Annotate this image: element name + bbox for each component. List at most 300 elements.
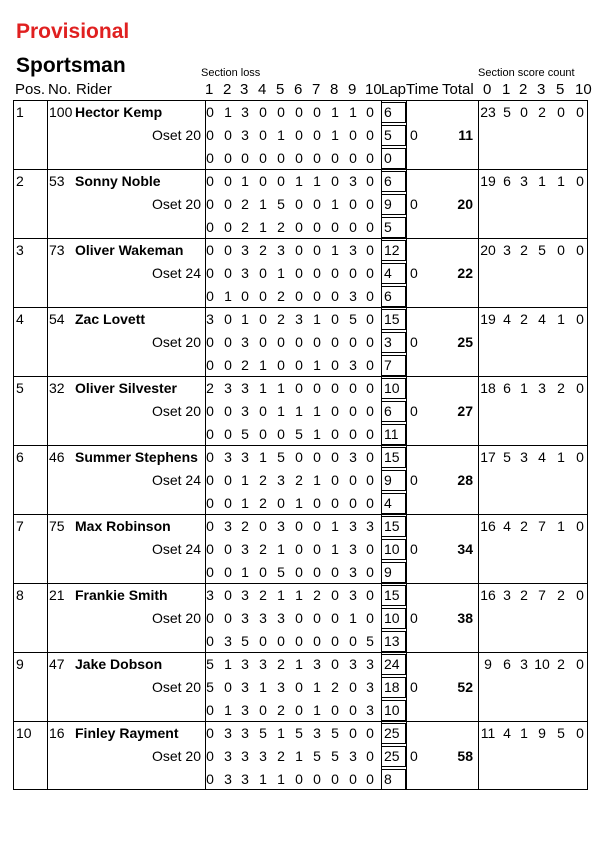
section-score: 0 bbox=[277, 633, 285, 649]
section-score: 1 bbox=[277, 380, 285, 396]
column-divider bbox=[478, 239, 479, 307]
section-score: 0 bbox=[366, 288, 374, 304]
section-score: 0 bbox=[349, 127, 357, 143]
section-score: 0 bbox=[259, 311, 267, 327]
section-score: 5 bbox=[313, 748, 321, 764]
column-divider bbox=[47, 446, 48, 514]
section-score: 0 bbox=[224, 541, 232, 557]
lap-total: 25 bbox=[384, 725, 400, 741]
section-score: 0 bbox=[366, 242, 374, 258]
section-score: 3 bbox=[349, 518, 357, 534]
oset-label: Oset 20 bbox=[151, 679, 201, 695]
section-score: 0 bbox=[277, 495, 285, 511]
section-score: 0 bbox=[349, 426, 357, 442]
section-score: 0 bbox=[313, 633, 321, 649]
section-score: 0 bbox=[313, 334, 321, 350]
header-section-2: 2 bbox=[223, 81, 232, 98]
score-count: 0 bbox=[557, 242, 565, 258]
rider-number: 32 bbox=[49, 380, 65, 396]
section-score: 3 bbox=[259, 748, 267, 764]
section-score: 0 bbox=[295, 679, 303, 695]
section-score: 1 bbox=[313, 311, 321, 327]
score-count: 0 bbox=[576, 587, 584, 603]
section-score: 0 bbox=[366, 564, 374, 580]
section-score: 0 bbox=[349, 679, 357, 695]
column-divider bbox=[406, 101, 407, 169]
section-score: 0 bbox=[259, 633, 267, 649]
section-score: 3 bbox=[349, 748, 357, 764]
section-score: 0 bbox=[241, 150, 249, 166]
section-score: 0 bbox=[206, 426, 214, 442]
section-score: 1 bbox=[259, 196, 267, 212]
section-score: 3 bbox=[241, 541, 249, 557]
score-count: 9 bbox=[538, 725, 546, 741]
column-divider bbox=[406, 584, 407, 652]
section-score: 1 bbox=[241, 311, 249, 327]
section-score: 0 bbox=[259, 403, 267, 419]
section-score: 0 bbox=[366, 610, 374, 626]
lap-total: 5 bbox=[384, 127, 392, 143]
score-count: 1 bbox=[557, 311, 565, 327]
score-count: 0 bbox=[576, 242, 584, 258]
section-score: 1 bbox=[313, 679, 321, 695]
section-score: 3 bbox=[277, 242, 285, 258]
header-no: No. bbox=[48, 81, 72, 98]
section-score: 0 bbox=[313, 242, 321, 258]
lap-total: 0 bbox=[384, 150, 392, 166]
section-score: 1 bbox=[295, 495, 303, 511]
oset-label: Oset 20 bbox=[151, 403, 201, 419]
section-score: 0 bbox=[295, 541, 303, 557]
section-score: 0 bbox=[277, 173, 285, 189]
section-score: 5 bbox=[295, 725, 303, 741]
section-score: 0 bbox=[206, 242, 214, 258]
section-score: 3 bbox=[241, 104, 249, 120]
section-score: 0 bbox=[295, 127, 303, 143]
score-count: 0 bbox=[520, 104, 528, 120]
section-score: 0 bbox=[331, 587, 339, 603]
section-score: 5 bbox=[277, 449, 285, 465]
section-score: 0 bbox=[366, 173, 374, 189]
section-score: 0 bbox=[349, 219, 357, 235]
score-count: 2 bbox=[520, 518, 528, 534]
section-score: 3 bbox=[241, 265, 249, 281]
score-count: 0 bbox=[576, 656, 584, 672]
section-score: 0 bbox=[331, 173, 339, 189]
column-divider bbox=[47, 722, 48, 789]
rider-number: 47 bbox=[49, 656, 65, 672]
section-score: 0 bbox=[224, 426, 232, 442]
column-divider bbox=[47, 101, 48, 169]
rider-number: 75 bbox=[49, 518, 65, 534]
lap-total: 4 bbox=[384, 495, 392, 511]
rider-position: 2 bbox=[16, 173, 24, 189]
rider-position: 8 bbox=[16, 587, 24, 603]
column-divider bbox=[406, 239, 407, 307]
section-score: 0 bbox=[366, 127, 374, 143]
section-score: 3 bbox=[349, 656, 357, 672]
section-score: 1 bbox=[295, 587, 303, 603]
lap-total: 18 bbox=[384, 679, 400, 695]
score-count: 0 bbox=[576, 173, 584, 189]
score-count: 4 bbox=[503, 725, 511, 741]
section-score: 1 bbox=[277, 771, 285, 787]
rider-name: Oliver Wakeman bbox=[75, 242, 184, 258]
section-score: 1 bbox=[224, 104, 232, 120]
section-score: 2 bbox=[259, 541, 267, 557]
section-score: 0 bbox=[277, 426, 285, 442]
section-score: 0 bbox=[224, 587, 232, 603]
section-score: 0 bbox=[366, 449, 374, 465]
section-score: 0 bbox=[331, 633, 339, 649]
score-count: 2 bbox=[520, 587, 528, 603]
section-score: 0 bbox=[259, 104, 267, 120]
section-score: 0 bbox=[366, 104, 374, 120]
column-divider bbox=[478, 446, 479, 514]
section-score: 3 bbox=[241, 449, 249, 465]
section-score: 0 bbox=[224, 403, 232, 419]
score-count: 6 bbox=[503, 173, 511, 189]
section-score: 5 bbox=[331, 748, 339, 764]
section-score: 0 bbox=[206, 771, 214, 787]
section-score: 0 bbox=[277, 357, 285, 373]
section-score: 1 bbox=[295, 656, 303, 672]
section-score: 0 bbox=[349, 265, 357, 281]
lap-total: 11 bbox=[384, 426, 399, 442]
time-value: 0 bbox=[410, 610, 418, 626]
column-divider bbox=[47, 308, 48, 376]
section-score: 3 bbox=[366, 656, 374, 672]
column-divider bbox=[47, 170, 48, 238]
oset-label: Oset 24 bbox=[151, 265, 201, 281]
rider-position: 9 bbox=[16, 656, 24, 672]
section-score: 0 bbox=[331, 311, 339, 327]
rider-name: Zac Lovett bbox=[75, 311, 146, 327]
section-score: 1 bbox=[295, 403, 303, 419]
score-count: 3 bbox=[520, 449, 528, 465]
score-count: 16 bbox=[480, 518, 496, 534]
rider-name: Frankie Smith bbox=[75, 587, 168, 603]
section-score: 3 bbox=[241, 748, 249, 764]
lap-total: 10 bbox=[384, 610, 400, 626]
section-score: 2 bbox=[277, 288, 285, 304]
section-score: 1 bbox=[313, 472, 321, 488]
section-score: 0 bbox=[331, 495, 339, 511]
column-divider bbox=[478, 377, 479, 445]
section-score: 3 bbox=[241, 771, 249, 787]
section-score: 0 bbox=[313, 541, 321, 557]
section-score: 0 bbox=[206, 403, 214, 419]
lap-total: 6 bbox=[384, 104, 392, 120]
section-score: 0 bbox=[295, 380, 303, 396]
header-pos: Pos. bbox=[15, 81, 46, 98]
section-score: 3 bbox=[241, 587, 249, 603]
rider-name: Sonny Noble bbox=[75, 173, 161, 189]
section-score: 3 bbox=[241, 403, 249, 419]
section-score: 0 bbox=[295, 104, 303, 120]
score-count: 20 bbox=[480, 242, 496, 258]
section-score: 3 bbox=[349, 564, 357, 580]
section-score: 0 bbox=[259, 288, 267, 304]
section-score: 0 bbox=[206, 196, 214, 212]
header-count-3: 3 bbox=[537, 81, 546, 98]
total-score: 52 bbox=[457, 679, 473, 695]
section-score: 1 bbox=[277, 403, 285, 419]
section-score: 1 bbox=[241, 564, 249, 580]
section-score: 1 bbox=[259, 357, 267, 373]
section-score: 0 bbox=[241, 288, 249, 304]
section-score: 0 bbox=[331, 357, 339, 373]
section-score: 0 bbox=[259, 564, 267, 580]
section-score: 0 bbox=[331, 426, 339, 442]
section-score: 1 bbox=[277, 265, 285, 281]
lap-total: 9 bbox=[384, 564, 392, 580]
rider-number: 16 bbox=[49, 725, 65, 741]
section-loss-label: Section loss bbox=[201, 67, 261, 79]
section-score: 0 bbox=[331, 150, 339, 166]
rider-position: 6 bbox=[16, 449, 24, 465]
section-score: 3 bbox=[259, 656, 267, 672]
section-score: 0 bbox=[366, 426, 374, 442]
section-score: 0 bbox=[331, 771, 339, 787]
score-count: 7 bbox=[538, 587, 546, 603]
column-divider bbox=[478, 515, 479, 583]
section-score: 0 bbox=[366, 334, 374, 350]
section-score: 3 bbox=[349, 587, 357, 603]
section-score: 0 bbox=[259, 702, 267, 718]
score-count: 1 bbox=[557, 449, 565, 465]
section-score: 0 bbox=[206, 610, 214, 626]
section-score: 0 bbox=[366, 311, 374, 327]
section-score: 0 bbox=[206, 334, 214, 350]
column-divider bbox=[47, 584, 48, 652]
section-score: 0 bbox=[259, 127, 267, 143]
section-score: 0 bbox=[366, 771, 374, 787]
section-score: 3 bbox=[206, 587, 214, 603]
rider-name: Summer Stephens bbox=[75, 449, 198, 465]
lap-total: 15 bbox=[384, 518, 400, 534]
section-score: 3 bbox=[313, 656, 321, 672]
rider-name: Oliver Silvester bbox=[75, 380, 177, 396]
rider-number: 54 bbox=[49, 311, 65, 327]
section-score: 3 bbox=[241, 380, 249, 396]
result-row bbox=[13, 376, 588, 445]
section-score: 3 bbox=[349, 288, 357, 304]
section-score: 0 bbox=[313, 219, 321, 235]
oset-label: Oset 20 bbox=[151, 334, 201, 350]
section-score: 0 bbox=[313, 771, 321, 787]
section-score: 3 bbox=[241, 127, 249, 143]
provisional-label: Provisional bbox=[16, 20, 130, 43]
section-score: 0 bbox=[295, 610, 303, 626]
section-score: 1 bbox=[259, 449, 267, 465]
section-score: 0 bbox=[366, 472, 374, 488]
rider-number: 46 bbox=[49, 449, 65, 465]
score-count: 5 bbox=[557, 725, 565, 741]
score-count: 4 bbox=[503, 311, 511, 327]
column-divider bbox=[478, 722, 479, 789]
header-section-6: 6 bbox=[294, 81, 303, 98]
time-value: 0 bbox=[410, 334, 418, 350]
section-score: 0 bbox=[224, 150, 232, 166]
section-score: 0 bbox=[206, 104, 214, 120]
lap-total: 6 bbox=[384, 173, 392, 189]
section-score: 0 bbox=[224, 265, 232, 281]
section-score: 2 bbox=[259, 472, 267, 488]
total-score: 20 bbox=[457, 196, 473, 212]
section-score: 3 bbox=[277, 679, 285, 695]
section-score: 5 bbox=[206, 656, 214, 672]
score-count: 19 bbox=[480, 311, 496, 327]
section-score: 0 bbox=[277, 150, 285, 166]
lap-total: 25 bbox=[384, 748, 400, 764]
section-score: 3 bbox=[241, 702, 249, 718]
section-score: 0 bbox=[313, 449, 321, 465]
section-score: 0 bbox=[366, 725, 374, 741]
section-score: 3 bbox=[241, 679, 249, 695]
section-score: 0 bbox=[313, 127, 321, 143]
section-score: 0 bbox=[295, 357, 303, 373]
section-score: 0 bbox=[366, 219, 374, 235]
results-table bbox=[13, 100, 588, 790]
lap-total: 6 bbox=[384, 288, 392, 304]
section-score: 0 bbox=[206, 265, 214, 281]
section-score: 3 bbox=[206, 311, 214, 327]
section-score: 3 bbox=[224, 380, 232, 396]
section-score: 3 bbox=[349, 242, 357, 258]
section-score: 0 bbox=[206, 472, 214, 488]
score-count: 9 bbox=[484, 656, 492, 672]
section-score: 0 bbox=[295, 265, 303, 281]
section-score: 0 bbox=[349, 403, 357, 419]
section-score: 0 bbox=[366, 196, 374, 212]
lap-total: 4 bbox=[384, 265, 392, 281]
rider-position: 5 bbox=[16, 380, 24, 396]
section-score: 0 bbox=[224, 173, 232, 189]
section-score: 0 bbox=[313, 518, 321, 534]
section-score: 0 bbox=[295, 196, 303, 212]
section-score: 2 bbox=[313, 587, 321, 603]
section-score: 0 bbox=[313, 150, 321, 166]
section-score: 0 bbox=[349, 334, 357, 350]
total-score: 11 bbox=[458, 127, 473, 143]
section-score: 1 bbox=[331, 541, 339, 557]
section-score: 0 bbox=[224, 334, 232, 350]
score-count: 1 bbox=[520, 725, 528, 741]
time-value: 0 bbox=[410, 541, 418, 557]
section-score: 2 bbox=[277, 702, 285, 718]
section-score: 3 bbox=[366, 702, 374, 718]
score-count: 0 bbox=[576, 449, 584, 465]
section-score: 2 bbox=[241, 357, 249, 373]
section-score: 0 bbox=[366, 380, 374, 396]
section-score: 5 bbox=[366, 633, 374, 649]
section-score: 0 bbox=[313, 564, 321, 580]
section-score: 0 bbox=[366, 495, 374, 511]
section-score: 3 bbox=[349, 541, 357, 557]
section-score: 0 bbox=[206, 541, 214, 557]
section-score: 0 bbox=[331, 564, 339, 580]
rider-number: 53 bbox=[49, 173, 65, 189]
section-score: 0 bbox=[206, 357, 214, 373]
table-header bbox=[0, 81, 600, 101]
score-count: 4 bbox=[538, 449, 546, 465]
section-score: 0 bbox=[349, 702, 357, 718]
score-count: 16 bbox=[480, 587, 496, 603]
section-score: 3 bbox=[259, 610, 267, 626]
section-score: 3 bbox=[224, 633, 232, 649]
section-score: 3 bbox=[241, 725, 249, 741]
header-count-2: 2 bbox=[519, 81, 528, 98]
score-count: 23 bbox=[480, 104, 496, 120]
section-score: 1 bbox=[259, 771, 267, 787]
section-score: 0 bbox=[349, 380, 357, 396]
column-divider bbox=[406, 446, 407, 514]
section-score: 0 bbox=[295, 242, 303, 258]
section-score: 3 bbox=[366, 518, 374, 534]
section-score: 0 bbox=[349, 725, 357, 741]
section-score: 0 bbox=[349, 196, 357, 212]
lap-total: 10 bbox=[384, 380, 400, 396]
section-score: 0 bbox=[349, 495, 357, 511]
section-score: 1 bbox=[331, 104, 339, 120]
header-count-5: 5 bbox=[556, 81, 565, 98]
column-divider bbox=[47, 653, 48, 721]
section-score: 0 bbox=[206, 702, 214, 718]
section-score: 0 bbox=[224, 495, 232, 511]
section-score: 5 bbox=[259, 725, 267, 741]
rider-position: 10 bbox=[16, 725, 32, 741]
score-count: 4 bbox=[503, 518, 511, 534]
class-title: Sportsman bbox=[16, 54, 126, 77]
total-score: 38 bbox=[457, 610, 473, 626]
lap-total: 5 bbox=[384, 219, 392, 235]
section-score: 0 bbox=[331, 403, 339, 419]
section-score: 0 bbox=[366, 748, 374, 764]
score-count: 2 bbox=[557, 656, 565, 672]
section-score: 0 bbox=[331, 288, 339, 304]
section-score: 1 bbox=[241, 472, 249, 488]
score-count: 10 bbox=[534, 656, 550, 672]
score-count: 3 bbox=[520, 656, 528, 672]
section-score: 0 bbox=[259, 265, 267, 281]
section-score: 0 bbox=[331, 702, 339, 718]
column-divider bbox=[406, 170, 407, 238]
section-score: 0 bbox=[366, 587, 374, 603]
section-score: 2 bbox=[277, 656, 285, 672]
score-count: 2 bbox=[557, 380, 565, 396]
section-score: 0 bbox=[295, 702, 303, 718]
score-count: 2 bbox=[520, 242, 528, 258]
time-value: 0 bbox=[410, 403, 418, 419]
section-score: 2 bbox=[241, 196, 249, 212]
section-score: 3 bbox=[277, 610, 285, 626]
section-score: 0 bbox=[206, 173, 214, 189]
section-score: 2 bbox=[277, 748, 285, 764]
section-score: 0 bbox=[366, 357, 374, 373]
lap-total: 12 bbox=[384, 242, 400, 258]
score-count: 4 bbox=[538, 311, 546, 327]
section-score: 0 bbox=[224, 219, 232, 235]
section-score: 3 bbox=[224, 518, 232, 534]
section-score: 0 bbox=[349, 472, 357, 488]
section-score: 5 bbox=[277, 196, 285, 212]
section-score: 0 bbox=[313, 380, 321, 396]
rider-number: 73 bbox=[49, 242, 65, 258]
rider-name: Jake Dobson bbox=[75, 656, 163, 672]
section-score: 5 bbox=[349, 311, 357, 327]
result-row bbox=[13, 238, 588, 307]
